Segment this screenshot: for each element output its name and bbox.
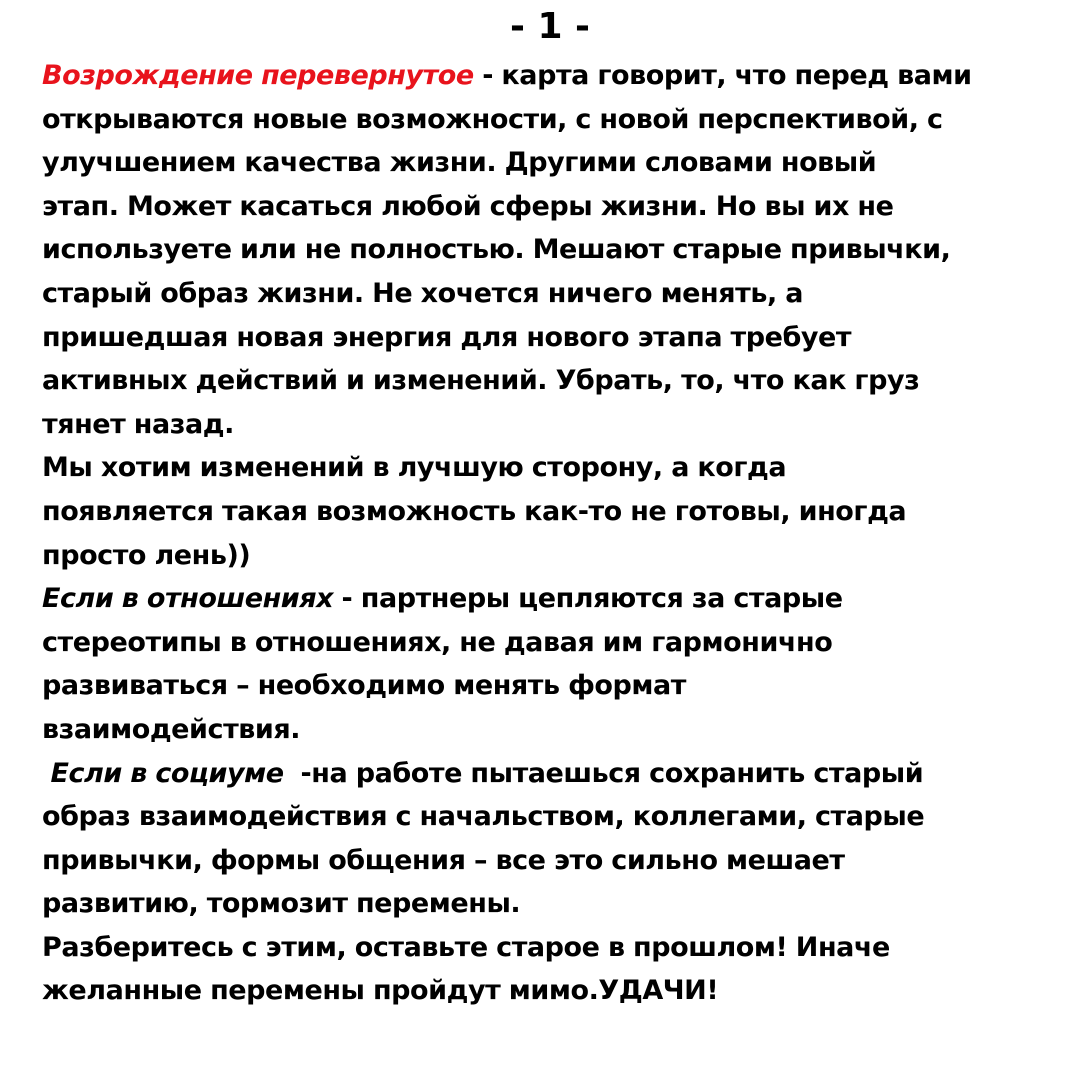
text-line: стереотипы в отношениях, не давая им гармонично (42, 626, 833, 658)
text-line: желанные перемены пройдут мимо.УДАЧИ! (42, 975, 719, 1007)
text-line: тянет назад. (42, 408, 234, 440)
text-span: -на работе пытаешься сохранить старый (283, 757, 924, 789)
paragraph-readiness (42, 446, 1072, 577)
card-meaning-text (42, 54, 1072, 1013)
text-line: Разберитесь с этим, оставьте старое в прошлом! Иначе (42, 931, 890, 963)
text-line: взаимодействия. (42, 713, 301, 745)
text-line: развитию, тормозит перемены. (42, 888, 521, 920)
text-line: развиваться – необходимо менять формат (42, 670, 686, 702)
paragraph-society (42, 752, 1072, 926)
page-number: - 1 - (510, 6, 590, 47)
text-line: улучшением качества жизни. Другими словами новый (42, 147, 877, 179)
text-line: старый образ жизни. Не хочется ничего менять, а (42, 277, 803, 309)
text-line (42, 54, 1072, 98)
text-line: используете или не полностью. Мешают старые привычки, (42, 234, 951, 266)
text-line: просто лень)) (42, 539, 251, 571)
paragraph-reversed-meaning (42, 54, 1072, 446)
text-span: - партнеры цепляются за старые (333, 583, 843, 615)
paragraph-conclusion (42, 926, 1072, 1013)
text-line: привычки, формы общения – все это сильно мешает (42, 844, 845, 876)
text-line: появляется такая возможность как-то не готовы, иногда (42, 495, 907, 527)
text-line: пришедшая новая энергия для нового этапа требует (42, 321, 852, 353)
text-line: активных действий и изменений. Убрать, то, что как груз (42, 365, 920, 397)
paragraph-relationships (42, 577, 1072, 751)
relationships-heading: Если в отношениях (42, 583, 334, 615)
card-title-reversed: Возрождение перевернутое (42, 60, 474, 91)
text-line: этап. Может касаться любой сферы жизни. Но вы их не (42, 190, 894, 222)
society-heading: Если в социуме (42, 757, 284, 789)
text-line: образ взаимодействия с начальством, коллегами, старые (42, 801, 925, 833)
text-span: - карта говорит, что перед вами (473, 60, 972, 91)
text-line: Мы хотим изменений в лучшую сторону, а когда (42, 452, 787, 484)
text-line (42, 577, 1072, 621)
text-line (42, 752, 1072, 796)
text-line: открываются новые возможности, с новой перспективой, с (42, 103, 943, 135)
